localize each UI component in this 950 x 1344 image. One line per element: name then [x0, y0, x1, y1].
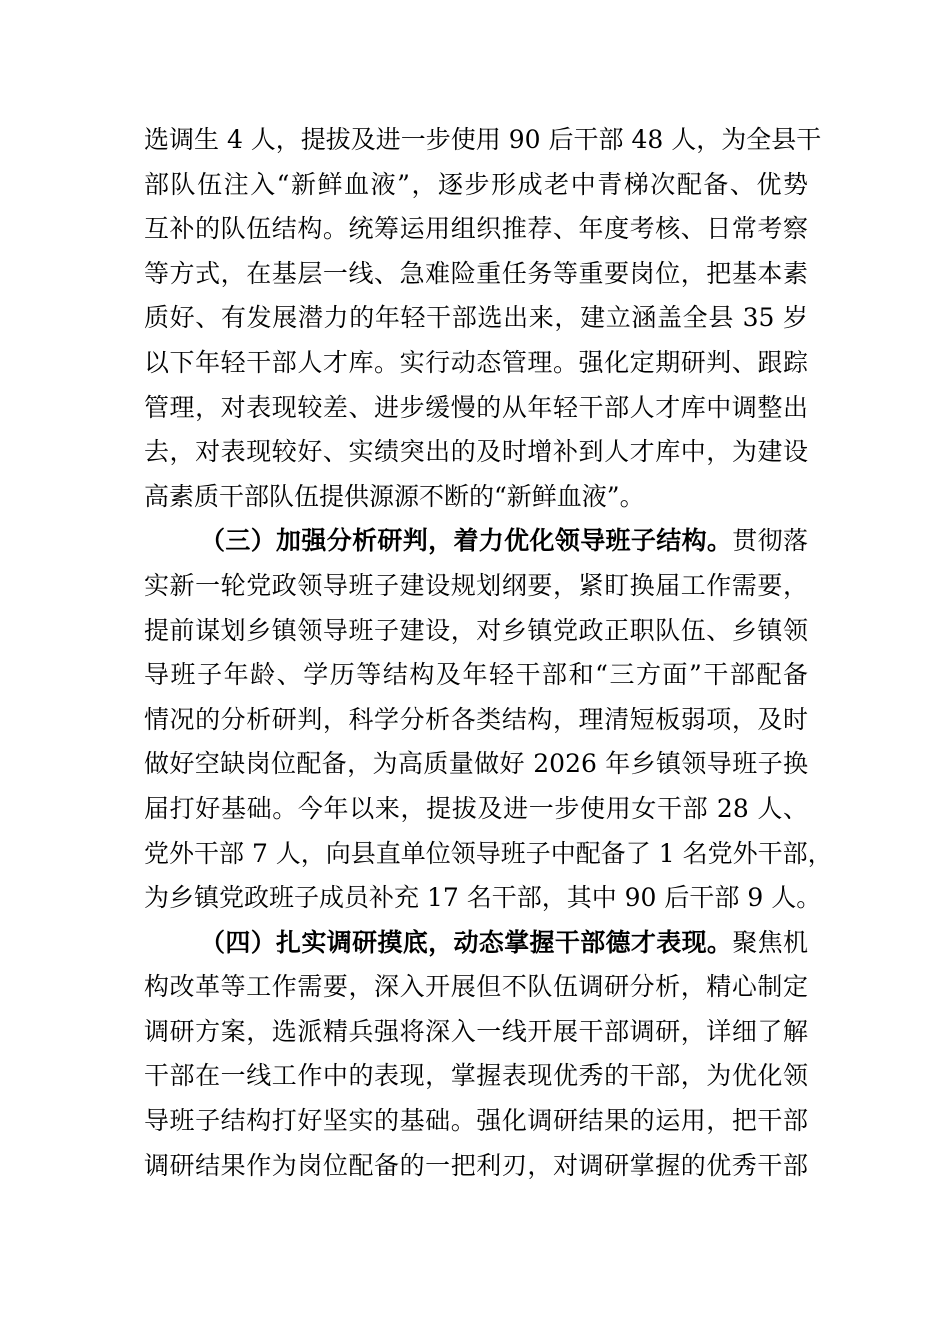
text-line: 导班子年龄、学历等结构及年轻干部和“三方面”干部配备	[144, 660, 808, 690]
text-line: 构改革等工作需要，深入开展但不队伍调研分析，精心制定	[144, 972, 808, 1002]
text-line: 以下年轻干部人才库。实行动态管理。强化定期研判、跟踪	[144, 347, 808, 377]
text-line: 导班子结构打好坚实的基础。强化调研结果的运用，把干部	[144, 1106, 808, 1136]
text-line: 调研方案，选派精兵强将深入一线开展干部调研，详细了解	[144, 1016, 808, 1046]
text-line: 质好、有发展潜力的年轻干部选出来，建立涵盖全县 35 岁	[144, 303, 808, 333]
section-three-first-line-rest: 贯彻落	[732, 526, 808, 556]
document-body	[144, 118, 833, 1188]
text-line: 高素质干部队伍提供源源不断的“新鲜血液”。	[144, 481, 645, 511]
text-line: 提前谋划乡镇领导班子建设，对乡镇党政正职队伍、乡镇领	[144, 615, 808, 645]
text-line: 情况的分析研判，科学分析各类结构，理清短板弱项，及时	[144, 704, 808, 734]
section-four-paragraph	[144, 921, 808, 1189]
continued-paragraph	[144, 118, 822, 519]
text-line: 届打好基础。今年以来，提拔及进一步使用女干部 28 人、	[144, 793, 808, 823]
text-line: 去，对表现较好、实绩突出的及时增补到人才库中，为建设	[144, 437, 808, 467]
text-line: 互补的队伍结构。统筹运用组织推荐、年度考核、日常考察	[144, 214, 808, 244]
section-four-first-line-rest: 聚焦机	[732, 927, 808, 957]
section-three-paragraph	[144, 519, 833, 920]
text-line: 实新一轮党政领导班子建设规划纲要，紧盯换届工作需要，	[144, 570, 808, 600]
text-line: 干部在一线工作中的表现，掌握表现优秀的干部，为优化领	[144, 1061, 808, 1091]
text-line: 管理，对表现较差、进步缓慢的从年轻干部人才库中调整出	[144, 392, 808, 422]
text-line: 选调生 4 人，提拔及进一步使用 90 后干部 48 人，为全县干	[144, 125, 822, 154]
text-line: 做好空缺岗位配备，为高质量做好 2026 年乡镇领导班子换	[144, 749, 808, 779]
text-line: 等方式，在基层一线、急难险重任务等重要岗位，把基本素	[144, 258, 808, 288]
section-four-first-line	[144, 921, 808, 966]
text-line: 调研结果作为岗位配备的一把利刃，对调研掌握的优秀干部	[144, 1150, 808, 1180]
text-line: 党外干部 7 人，向县直单位领导班子中配备了 1 名党外干部，	[144, 838, 833, 868]
text-line: 为乡镇党政班子成员补充 17 名干部，其中 90 后干部 9 人。	[144, 883, 822, 913]
text-line: 部队伍注入“新鲜血液”，逐步形成老中青梯次配备、优势	[144, 169, 808, 199]
section-three-first-line	[144, 519, 808, 564]
section-four-heading: （四）扎实调研摸底，动态掌握干部德才表现。	[200, 927, 733, 957]
section-three-heading: （三）加强分析研判，着力优化领导班子结构。	[200, 526, 733, 556]
